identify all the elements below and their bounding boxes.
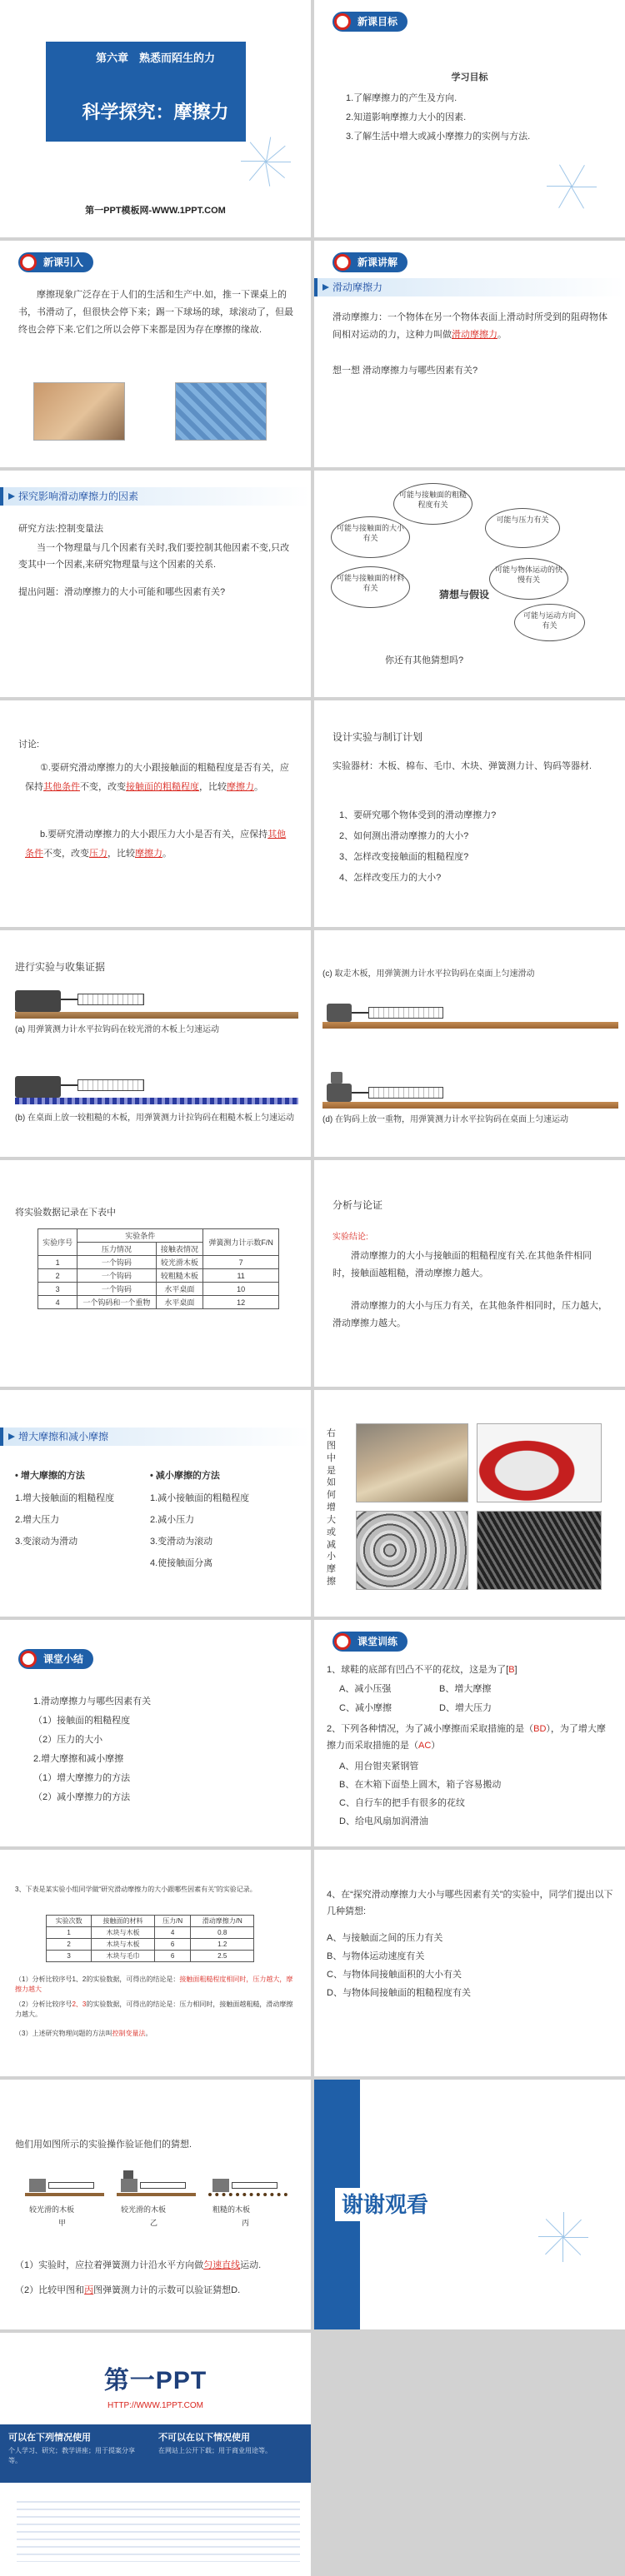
p1-answer: 匀速直线 — [203, 2260, 241, 2270]
definition-text: 滑动摩擦力：一个物体在另一个物体表面上滑动时所受到的阻碍物体间相对运动的力，这种力叫做 — [332, 312, 608, 340]
intro-paragraph: 摩擦现象广泛存在于人们的生活和生产中.如，推一下课桌上的书，书滑动了，但很快会停下来；踢一下球场的球，球滚动了，但最终也会停下来.它们之所以会停下来都是因为存在摩擦的缘故. — [18, 290, 293, 335]
p2-answer: 丙 — [84, 2285, 94, 2295]
p1-text: （1）实验时，应拉着弹簧测力计沿水平方向做 — [15, 2260, 204, 2270]
bike-tire-photo — [477, 1511, 602, 1590]
badge-icon — [20, 1651, 37, 1667]
cell: 0.8 — [191, 1927, 254, 1939]
cell: 2.5 — [191, 1951, 254, 1962]
discussion-a — [25, 759, 292, 797]
header-goals-label: 新课目标 — [358, 16, 398, 27]
header-summary-label: 课堂小结 — [43, 1653, 84, 1665]
q2-text-c: ） — [431, 1740, 441, 1751]
th-surface: 接触表情况 — [156, 1243, 203, 1256]
goals-title: 学习目标 — [451, 72, 488, 82]
slide-sliding-friction — [314, 241, 625, 467]
cell: 2 — [38, 1269, 78, 1283]
header-goals — [332, 12, 408, 32]
cell: 6 — [154, 1939, 191, 1951]
weight-block — [15, 1076, 61, 1098]
empty-slot — [314, 2333, 625, 2576]
a-text: ①.要研究滑动摩擦力的大小跟接触面的粗糙程度是否有关，应保持 — [25, 763, 289, 793]
badge-icon — [334, 254, 351, 271]
decrease-title: • 减小摩擦的方法 — [150, 1471, 220, 1481]
conclusion-2: 滑动摩擦力的大小与压力有关，在其他条件相同时，压力越大，滑动摩擦力越大。 — [332, 1301, 608, 1328]
section-factors — [0, 487, 311, 506]
caption-c: (c) 取走木板，用弹簧测力计水平拉钩码在桌面上匀速滑动 — [322, 969, 535, 979]
spring-scale — [232, 2182, 278, 2189]
conclusion-1: 滑动摩擦力的大小与接触面的粗糙程度有关.在其他条件相同时，接触面越粗糙，滑动摩擦力越大。 — [332, 1251, 592, 1278]
header-intro-label: 新课引入 — [43, 257, 84, 268]
footer-left-title: 可以在下列情况使用 — [8, 2433, 91, 2443]
summary-1a: （1）接触面的粗糙程度 — [33, 1716, 131, 1726]
slide-factors — [0, 471, 311, 697]
goal-2: 2.知道影响摩擦力大小的因素. — [346, 112, 467, 122]
table-row — [38, 1256, 279, 1269]
slide-experiment-cd — [314, 930, 625, 1157]
a1-text: （1）分析比较序号1、2的实验数据，可得出的结论是： — [15, 1976, 180, 1983]
cell: 较光滑木板 — [156, 1256, 203, 1269]
hook-line — [352, 1092, 368, 1094]
increase-1: 1.增大接触面的粗糙程度 — [15, 1493, 115, 1503]
q2-opt-a: A、用台钳夹紧钢管 — [339, 1761, 419, 1771]
ball-photo — [175, 382, 267, 441]
increase-3: 3.变滚动为滑动 — [15, 1537, 78, 1547]
q2-answer-1: BD — [533, 1724, 547, 1734]
cell: 1 — [47, 1927, 92, 1939]
method-text: 研究方法:控制变量法 — [18, 524, 104, 534]
a-end: ，比较 — [199, 782, 227, 793]
th-condition: 实验条件 — [78, 1229, 203, 1243]
smooth-board — [15, 1012, 298, 1019]
caption-d: (d) 在钩码上放一重物，用弹簧测力计水平拉钩码在桌面上匀速运动 — [322, 1115, 568, 1124]
increase-2: 2.增大压力 — [15, 1515, 60, 1525]
slide-summary — [0, 1620, 311, 1846]
verify-text: 他们用如图所示的实验操作验证他们的猜想. — [15, 2140, 192, 2150]
triangle-icon — [8, 1433, 15, 1440]
cell: 水平桌面 — [156, 1283, 203, 1296]
section-increase-decrease — [0, 1428, 311, 1446]
slide-hypothesis — [314, 471, 625, 697]
cell: 一个钩码 — [78, 1283, 156, 1296]
cell: 4 — [38, 1296, 78, 1309]
slide-data-table — [0, 1160, 311, 1387]
cloud-2: 可能与接触面的大小有关 — [331, 516, 410, 558]
method-description: 当一个物理量与几个因素有关时,我们要控制其他因素不变,只改变其中一个因素,来研究物理量与这个因素的关系. — [18, 543, 290, 570]
figure-1-label: 较光滑的木板 — [29, 2205, 75, 2214]
triangle-icon — [8, 493, 15, 500]
footer-logo: 第一PPT — [103, 2367, 208, 2394]
table-row — [38, 1283, 279, 1296]
data-table — [38, 1228, 279, 1309]
slide-intro — [0, 241, 311, 467]
hypothesis-label: 猜想与假设 — [439, 589, 490, 600]
b-end: ，比较 — [108, 849, 135, 859]
cover-title: 科学探究：摩擦力 — [82, 102, 229, 122]
q2-opt-c: C、自行车的把手有很多的花纹 — [339, 1798, 465, 1808]
section-label: 探究影响滑动摩擦力的因素 — [18, 491, 139, 502]
cell: 水平桌面 — [156, 1296, 203, 1309]
hook-line — [61, 1084, 78, 1086]
q1-opt-a: A、减小压强 — [339, 1684, 392, 1694]
slide-discussion — [0, 700, 311, 927]
spring-scale — [78, 994, 144, 1005]
cell: 一个钩码 — [78, 1256, 156, 1269]
figure-1-sub: 甲 — [58, 2219, 67, 2227]
truck-tire-photo — [356, 1423, 468, 1502]
q1-answer: B — [508, 1665, 515, 1675]
heavy-weight — [331, 1072, 342, 1084]
dandelion-icon — [242, 137, 292, 187]
q1-opt-c: C、减小摩擦 — [339, 1703, 392, 1713]
table-surface — [322, 1022, 618, 1029]
slide-analysis — [314, 1160, 625, 1387]
th-index: 实验序号 — [38, 1229, 78, 1256]
thanks-text: 谢谢观看 — [335, 2188, 435, 2221]
b-blank-3: 摩擦力 — [135, 849, 162, 859]
p1-end: 运动. — [240, 2260, 262, 2270]
decrease-4: 4.使接触面分离 — [150, 1558, 213, 1568]
q2-opt-b: B、在木箱下面垫上圆木，箱子容易搬动 — [339, 1780, 502, 1790]
spring-scale — [368, 1007, 443, 1019]
figure-3 — [208, 2167, 288, 2196]
experiment-title: 进行实验与收集证据 — [15, 961, 106, 973]
shoe-sole-photo — [477, 1423, 602, 1502]
step-4: 4、怎样改变压力的大小? — [339, 873, 442, 883]
book-photo — [33, 382, 125, 441]
goal-1: 1.了解摩擦力的产生及方向. — [346, 93, 458, 103]
cell: 木块与木板 — [92, 1939, 154, 1951]
a-blank-2: 接触面的粗糙程度 — [126, 782, 199, 793]
footer-panel — [0, 2333, 311, 2576]
badge-icon — [334, 13, 351, 30]
cloud-3: 可能与压力有关 — [485, 508, 560, 548]
q1-opt-d: D、增大压力 — [439, 1703, 492, 1713]
a3-end: 。 — [145, 2030, 152, 2037]
slide-practice-3 — [0, 1850, 311, 2076]
p2-end: 图弹簧测力计的示数可以验证猜想D. — [93, 2285, 241, 2295]
cloud-4: 可能与接触面的材料有关 — [331, 566, 410, 608]
spring-scale — [368, 1087, 443, 1099]
summary-1b: （2）压力的大小 — [33, 1735, 103, 1745]
q1-end: ] — [514, 1665, 518, 1675]
table-row — [38, 1269, 279, 1283]
summary-2a: （1）增大摩擦力的方法 — [33, 1773, 131, 1783]
cell: 一个钩码 — [78, 1269, 156, 1283]
weight-block — [327, 1004, 352, 1022]
spring-scale — [48, 2182, 94, 2189]
figure-3-sub: 丙 — [242, 2219, 250, 2227]
a-mid: 不变，改变 — [80, 782, 126, 793]
conclusion-label: 实验结论: — [332, 1233, 368, 1242]
caption-b: (b) 在桌面上放一较粗糙的木板，用弹簧测力计拉钩码在粗糙木板上匀速运动 — [15, 1114, 294, 1123]
a-blank-1: 其他条件 — [43, 782, 80, 793]
cell: 11 — [203, 1269, 279, 1283]
cell: 接触面的材料 — [92, 1916, 154, 1927]
cell: 10 — [203, 1283, 279, 1296]
slide-practice — [314, 1620, 625, 1846]
section-label: 滑动摩擦力 — [332, 282, 383, 293]
footer-left-text: 个人学习、研究；教学讲座；用于提案分享等。 — [8, 2447, 135, 2465]
discussion-b — [25, 825, 292, 864]
decrease-1: 1.减小接触面的粗糙程度 — [150, 1493, 250, 1503]
a-period: 。 — [254, 782, 263, 793]
th-pressure: 压力情况 — [78, 1243, 156, 1256]
weight-block — [327, 1084, 352, 1102]
cell: 压力/N — [154, 1916, 191, 1927]
cloud-5: 可能与物体运动的快慢有关 — [489, 558, 568, 600]
block — [29, 2179, 46, 2192]
block — [212, 2179, 229, 2192]
th-reading: 弹簧测力计示数F/N — [203, 1229, 279, 1256]
q4-text: 4、在“探究滑动摩擦力大小与哪些因素有关”的实验中，同学们提出以下几种猜想: — [327, 1890, 613, 1916]
badge-icon — [334, 1633, 351, 1650]
table-row — [47, 1939, 254, 1951]
hook-line — [352, 1012, 368, 1014]
slide-thanks — [314, 2080, 625, 2329]
cell: 木块与毛巾 — [92, 1951, 154, 1962]
definition-end: 。 — [498, 329, 507, 340]
vertical-caption: 右图中是如何增大或减小摩擦 — [327, 1428, 336, 1587]
slide-cover — [0, 0, 311, 237]
slide-practice-4 — [314, 1850, 625, 2076]
dandelion-icon — [548, 162, 598, 212]
header-practice-label: 课堂训练 — [358, 1636, 398, 1647]
b-text: b.要研究滑动摩擦力的大小跟压力大小是否有关，应保持 — [40, 830, 268, 840]
table-header-row — [47, 1916, 254, 1927]
q4-opt-a: A、与接触面之间的压力有关 — [327, 1933, 443, 1943]
dandelion-icon — [539, 2213, 606, 2280]
header-intro — [18, 252, 93, 272]
cell: 实验次数 — [47, 1916, 92, 1927]
step-2: 2、如何测出滑动摩擦力的大小? — [339, 831, 469, 841]
goal-3: 3.了解生活中增大或减小摩擦力的实例与方法. — [346, 132, 531, 142]
footer-link-list — [17, 2495, 300, 2562]
q3-answer-1 — [15, 1975, 298, 1995]
definition — [332, 309, 608, 344]
p2 — [15, 2284, 240, 2298]
caption-a: (a) 用弹簧测力计水平拉钩码在较光滑的木板上匀速运动 — [15, 1025, 219, 1034]
step-1: 1、要研究哪个物体受到的滑动摩擦力? — [339, 810, 497, 820]
header-lesson-label: 新课讲解 — [358, 257, 398, 268]
q2-text-b: ），为了增大摩擦力而采取措施的是（ — [327, 1724, 606, 1751]
cell: 1.2 — [191, 1939, 254, 1951]
cell: 4 — [154, 1927, 191, 1939]
design-title: 设计实验与制订计划 — [332, 731, 423, 743]
q3-answer-2 — [15, 2000, 298, 2020]
increase-title: • 增大摩擦的方法 — [15, 1471, 85, 1481]
analysis-title: 分析与论证 — [332, 1199, 383, 1211]
b-mid: 不变，改变 — [43, 849, 89, 859]
a3-answer: 控制变量法 — [112, 2030, 146, 2037]
summary-1: 1.滑动摩擦力与哪些因素有关 — [33, 1697, 152, 1707]
b-blank-2: 压力 — [89, 849, 108, 859]
p1 — [15, 2259, 261, 2273]
q1-text: 1、球鞋的底部有凹凸不平的花纹，这是为了[ — [327, 1665, 509, 1675]
q3-answer-3 — [15, 2029, 152, 2039]
footer-url: HTTP://WWW.1PPT.COM — [108, 2401, 203, 2410]
table-header-row — [38, 1229, 279, 1243]
footer-right-text: 在网站上公开下载；用于商业用途等。 — [158, 2447, 272, 2454]
cell: 滑动摩擦力/N — [191, 1916, 254, 1927]
rough-board — [15, 1098, 298, 1104]
slide-experiment-ab — [0, 930, 311, 1157]
step-3: 3、怎样改变接触面的粗糙程度? — [339, 852, 469, 862]
bearing-photo — [356, 1511, 468, 1590]
site-text: 第一PPT模板网-WWW.1PPT.COM — [85, 206, 226, 216]
q3-text: 3、下表是某实验小组同学做“研究滑动摩擦力的大小跟哪些因素有关”的实验记录。 — [15, 1886, 257, 1893]
q2 — [327, 1721, 614, 1755]
definition-term: 滑动摩擦力 — [452, 329, 498, 340]
badge-icon — [20, 254, 37, 271]
cell: 1 — [38, 1256, 78, 1269]
slide-practice-5 — [0, 2080, 311, 2329]
a-blank-3: 摩擦力 — [227, 782, 254, 793]
q2-text-a: 2、下列各种情况，为了减小摩擦而采取措施的是（ — [327, 1724, 534, 1734]
table-row — [38, 1296, 279, 1309]
weight-block — [15, 990, 61, 1012]
spring-scale — [140, 2182, 186, 2189]
cell: 一个钩码和一个重物 — [78, 1296, 156, 1309]
slide-increase-decrease — [0, 1390, 311, 1617]
figure-1 — [25, 2167, 104, 2196]
header-summary — [18, 1649, 93, 1669]
p2-text: （2）比较甲图和 — [15, 2285, 85, 2295]
q4-opt-d: D、与物体间接触面的粗糙程度有关 — [327, 1988, 471, 1998]
b-period: 。 — [162, 849, 172, 859]
section-sliding-friction — [314, 278, 625, 296]
q1-opt-b: B、增大摩擦 — [439, 1684, 492, 1694]
q2-answer-2: AC — [418, 1740, 432, 1751]
cell: 12 — [203, 1296, 279, 1309]
q4-opt-b: B、与物体运动速度有关 — [327, 1951, 425, 1961]
cell: 7 — [203, 1256, 279, 1269]
b-blank-1: 其他条件 — [25, 830, 287, 859]
q1 — [327, 1663, 518, 1677]
a2-rest: 的实验数据，可得出的结论是：压力相同时，接触面越粗糙，滑动摩擦力越大。 — [15, 2001, 293, 2018]
figure-2-label: 较光滑的木板 — [121, 2205, 167, 2214]
cell: 3 — [47, 1951, 92, 1962]
figure-2 — [117, 2167, 196, 2196]
decrease-2: 2.减小压力 — [150, 1515, 195, 1525]
equipment: 实验器材：木板、棉布、毛巾、木块、弹簧测力计、钩码等器材. — [332, 761, 592, 771]
q2-opt-d: D、给电风扇加润滑油 — [339, 1816, 428, 1826]
decrease-3: 3.变滑动为滚动 — [150, 1537, 213, 1547]
spring-scale — [78, 1079, 144, 1091]
table-row — [47, 1951, 254, 1962]
question-text: 提出问题：滑动摩擦力的大小可能和哪些因素有关? — [18, 587, 226, 597]
a1-answer: 接触面粗糙程度相同时，压力越大，摩擦力越大 — [15, 1976, 293, 1993]
header-practice — [332, 1632, 408, 1652]
summary-2: 2.增大摩擦和减小摩擦 — [33, 1754, 124, 1764]
table-row — [47, 1927, 254, 1939]
think-question: 想一想 滑动摩擦力与哪些因素有关? — [332, 366, 478, 376]
figure-3-label: 粗糙的木板 — [212, 2205, 251, 2214]
slide-goals — [314, 0, 625, 237]
section-label: 增大摩擦和减小摩擦 — [18, 1431, 109, 1442]
q4-opt-c: C、与物体间接触面积的大小有关 — [327, 1970, 462, 1980]
footer-right-title: 不可以在以下情况使用 — [158, 2433, 250, 2443]
triangle-icon — [322, 284, 329, 291]
slide-examples — [314, 1390, 625, 1617]
a2-answer: 2、3 — [72, 2001, 87, 2008]
a2-text: （2）分析比较序号 — [15, 2001, 72, 2008]
weight — [123, 2170, 133, 2179]
q3-table — [46, 1915, 254, 1962]
header-lesson — [332, 252, 408, 272]
table-surface — [322, 1102, 618, 1109]
cell: 6 — [154, 1951, 191, 1962]
other-guess: 你还有其他猜想吗? — [385, 655, 464, 665]
cell: 较粗糙木板 — [156, 1269, 203, 1283]
block — [121, 2179, 138, 2192]
cell: 木块与木板 — [92, 1927, 154, 1939]
summary-2b: （2）减小摩擦力的方法 — [33, 1792, 131, 1802]
discussion-title: 讨论: — [18, 740, 40, 750]
cloud-6: 可能与运动方向有关 — [514, 604, 585, 641]
hook-line — [61, 999, 78, 1000]
chapter-title: 第六章 熟悉而陌生的力 — [95, 52, 215, 64]
cell: 2 — [47, 1939, 92, 1951]
cloud-1: 可能与接触面的粗糙程度有关 — [393, 483, 472, 525]
a3-text: （3）上述研究物理问题的方法叫 — [15, 2030, 112, 2037]
cell: 3 — [38, 1283, 78, 1296]
table-title: 将实验数据记录在下表中 — [15, 1208, 116, 1218]
figure-2-sub: 乙 — [150, 2219, 158, 2227]
slide-design — [314, 700, 625, 927]
